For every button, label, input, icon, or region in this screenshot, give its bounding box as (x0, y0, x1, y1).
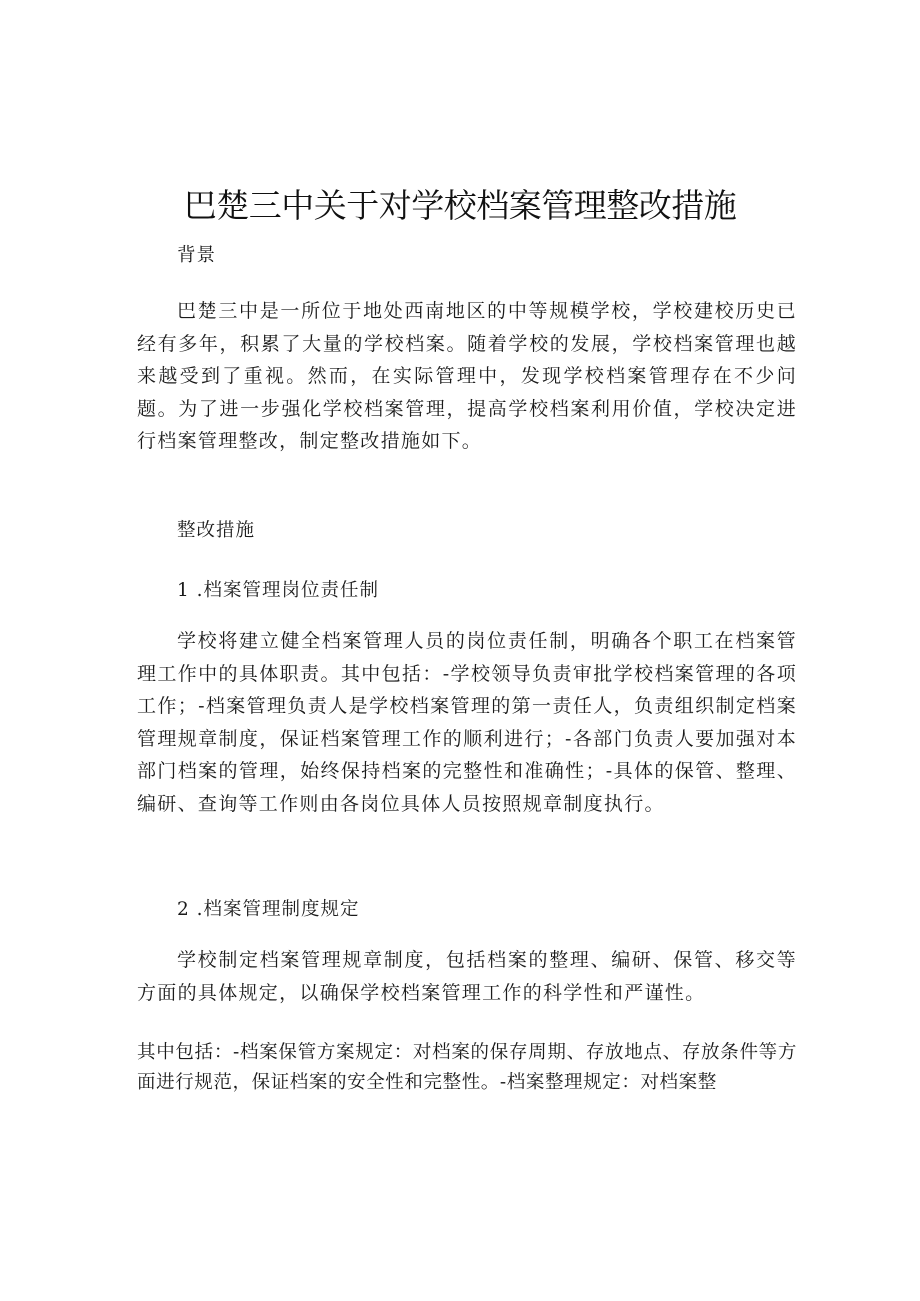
document-title: 巴楚三中关于对学校档案管理整改措施 (183, 186, 737, 225)
background-paragraph: 巴楚三中是一所位于地处西南地区的中等规模学校，学校建校历史已经有多年，积累了大量的学校档案。随着学校的发展，学校档案管理也越来越受到了重视。然而，在实际管理中，发现学校档案管理存在不少问题。为了进一步强化学校档案管理，提高学校档案利用价值，学校决定进行档案管理整改，制定整改措施如下。 (137, 300, 797, 453)
item1-paragraph: 学校将建立健全档案管理人员的岗位责任制，明确各个职工在档案管理工作中的具体职责。其中包括：-学校领导负责审批学校档案管理的各项工作；-档案管理负责人是学校档案管理的第一责任人，负责组织制定档案管理规章制度，保证档案管理工作的顺利进行；-各部门负责人要加强对本部门档案的管理，始终保持档案的完整性和准确性；-具体的保管、整理、编研、查询等工作则由各岗位具体人员按照规章制度执行。 (137, 630, 797, 815)
measures-heading: 整改措施 (177, 520, 256, 541)
item2-detail-paragraph: 其中包括：-档案保管方案规定：对档案的保存周期、存放地点、存放条件等方面进行规范，保证档案的安全性和完整性。-档案整理规定：对档案整 (137, 1042, 797, 1093)
item1-heading: 1 .档案管理岗位责任制 (177, 580, 380, 601)
item2-heading: 2 .档案管理制度规定 (177, 899, 360, 920)
item2-paragraph: 学校制定档案管理规章制度，包括档案的整理、编研、保管、移交等方面的具体规定，以确保学校档案管理工作的科学性和严谨性。 (137, 949, 797, 1004)
background-heading: 背景 (177, 245, 217, 266)
